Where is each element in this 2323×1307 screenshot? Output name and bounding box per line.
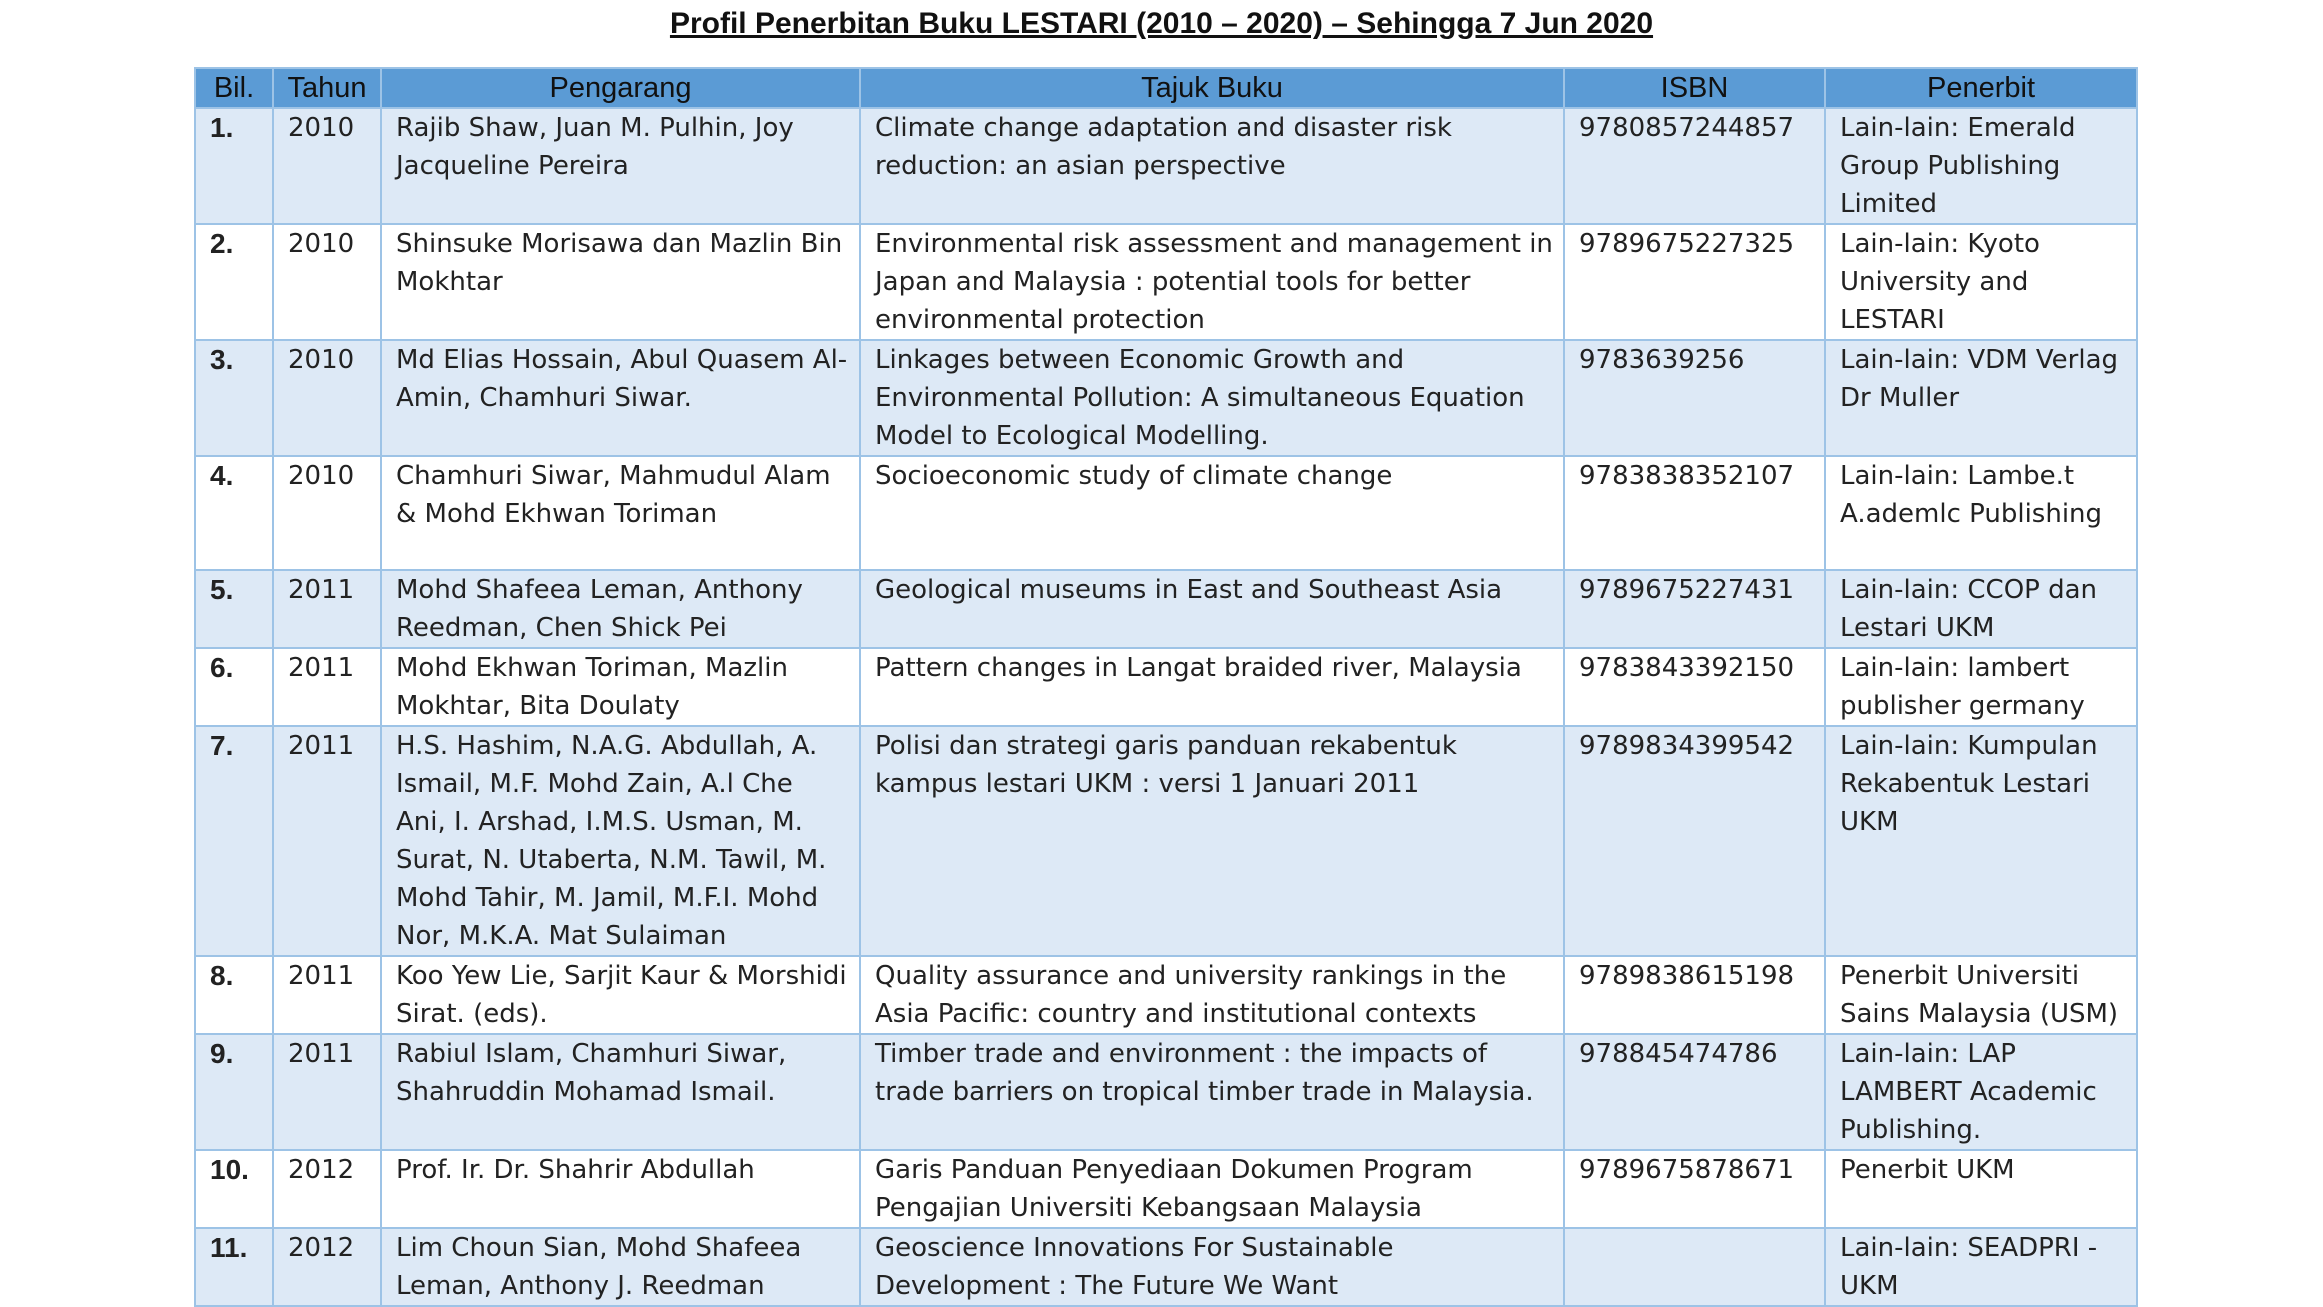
table-header-row <box>195 68 2137 108</box>
cell-tahun: 2010 <box>273 456 381 570</box>
cell-tahun: 2010 <box>273 340 381 456</box>
cell-pengarang: H.S. Hashim, N.A.G. Abdullah, A. Ismail, M.F. Mohd Zain, A.l Che Ani, I. Arshad, I.M.S. Usman, M. Surat, N. Utaberta, N.M. Tawil, M. Mohd Tahir, M. Jamil, M.F.I. Mohd Nor, M.K.A. Mat Sulaiman <box>381 726 860 956</box>
cell-tajuk: Quality assurance and university rankings in the Asia Pacific: country and institutional contexts <box>860 956 1564 1034</box>
cell-tajuk: Pattern changes in Langat braided river, Malaysia <box>860 648 1564 726</box>
cell-isbn: 9789675878671 <box>1564 1150 1825 1228</box>
cell-pengarang: Shinsuke Morisawa dan Mazlin Bin Mokhtar <box>381 224 860 340</box>
cell-isbn: 9789838615198 <box>1564 956 1825 1034</box>
cell-bil: 5. <box>195 570 273 648</box>
cell-penerbit: Lain-lain: lambert publisher germany <box>1825 648 2137 726</box>
page-title: Profil Penerbitan Buku LESTARI (2010 – 2020) – Sehingga 7 Jun 2020 <box>669 7 1654 40</box>
cell-pengarang: Chamhuri Siwar, Mahmudul Alam & Mohd Ekhwan Toriman <box>381 456 860 570</box>
header-pengarang: Pengarang <box>381 68 860 108</box>
cell-tajuk: Polisi dan strategi garis panduan rekabentuk kampus lestari UKM : versi 1 Januari 2011 <box>860 726 1564 956</box>
cell-bil: 1. <box>195 108 273 224</box>
cell-isbn: 9789675227325 <box>1564 224 1825 340</box>
table-row <box>195 648 2137 726</box>
cell-penerbit: Lain-lain: Kumpulan Rekabentuk Lestari UKM <box>1825 726 2137 956</box>
cell-bil: 9. <box>195 1034 273 1150</box>
cell-tahun: 2010 <box>273 224 381 340</box>
table-row <box>195 956 2137 1034</box>
table-row <box>195 224 2137 340</box>
header-tahun: Tahun <box>273 68 381 108</box>
cell-tahun: 2012 <box>273 1228 381 1306</box>
cell-tajuk: Climate change adaptation and disaster risk reduction: an asian perspective <box>860 108 1564 224</box>
cell-isbn: 978845474786 <box>1564 1034 1825 1150</box>
cell-penerbit: Penerbit Universiti Sains Malaysia (USM) <box>1825 956 2137 1034</box>
cell-bil: 8. <box>195 956 273 1034</box>
cell-bil: 3. <box>195 340 273 456</box>
cell-tajuk: Timber trade and environment : the impacts of trade barriers on tropical timber trade in Malaysia. <box>860 1034 1564 1150</box>
cell-tajuk: Geoscience Innovations For Sustainable Development : The Future We Want <box>860 1228 1564 1306</box>
cell-bil: 10. <box>195 1150 273 1228</box>
table-row <box>195 1228 2137 1306</box>
cell-tahun: 2011 <box>273 956 381 1034</box>
cell-tahun: 2011 <box>273 648 381 726</box>
cell-isbn: 9783843392150 <box>1564 648 1825 726</box>
cell-penerbit: Lain-lain: LAP LAMBERT Academic Publishing. <box>1825 1034 2137 1150</box>
cell-bil: 11. <box>195 1228 273 1306</box>
publication-table <box>194 67 2138 1307</box>
cell-pengarang: Mohd Ekhwan Toriman, Mazlin Mokhtar, Bita Doulaty <box>381 648 860 726</box>
cell-penerbit: Lain-lain: Kyoto University and LESTARI <box>1825 224 2137 340</box>
cell-tahun: 2010 <box>273 108 381 224</box>
cell-penerbit: Lain-lain: SEADPRI - UKM <box>1825 1228 2137 1306</box>
table-row <box>195 726 2137 956</box>
table-row <box>195 1150 2137 1228</box>
cell-tahun: 2012 <box>273 1150 381 1228</box>
cell-tahun: 2011 <box>273 570 381 648</box>
cell-pengarang: Rabiul Islam, Chamhuri Siwar, Shahruddin Mohamad Ismail. <box>381 1034 860 1150</box>
table-row <box>195 340 2137 456</box>
cell-tahun: 2011 <box>273 726 381 956</box>
cell-penerbit: Lain-lain: Lambe.t A.ademlc Publishing <box>1825 456 2137 570</box>
cell-penerbit: Lain-lain: Emerald Group Publishing Limited <box>1825 108 2137 224</box>
cell-penerbit: Lain-lain: VDM Verlag Dr Muller <box>1825 340 2137 456</box>
cell-tajuk: Socioeconomic study of climate change <box>860 456 1564 570</box>
cell-tajuk: Garis Panduan Penyediaan Dokumen Program Pengajian Universiti Kebangsaan Malaysia <box>860 1150 1564 1228</box>
table-row <box>195 1034 2137 1150</box>
cell-tahun: 2011 <box>273 1034 381 1150</box>
cell-bil: 4. <box>195 456 273 570</box>
cell-bil: 2. <box>195 224 273 340</box>
header-penerbit: Penerbit <box>1825 68 2137 108</box>
cell-isbn: 9789834399542 <box>1564 726 1825 956</box>
cell-isbn: 9783838352107 <box>1564 456 1825 570</box>
cell-pengarang: Md Elias Hossain, Abul Quasem Al-Amin, Chamhuri Siwar. <box>381 340 860 456</box>
cell-pengarang: Prof. Ir. Dr. Shahrir Abdullah <box>381 1150 860 1228</box>
cell-isbn <box>1564 1228 1825 1306</box>
header-isbn: ISBN <box>1564 68 1825 108</box>
cell-isbn: 9789675227431 <box>1564 570 1825 648</box>
cell-penerbit: Penerbit UKM <box>1825 1150 2137 1228</box>
cell-penerbit: Lain-lain: CCOP dan Lestari UKM <box>1825 570 2137 648</box>
cell-pengarang: Koo Yew Lie, Sarjit Kaur & Morshidi Sirat. (eds). <box>381 956 860 1034</box>
header-bil: Bil. <box>195 68 273 108</box>
table-row <box>195 570 2137 648</box>
table-row <box>195 456 2137 570</box>
cell-tajuk: Geological museums in East and Southeast Asia <box>860 570 1564 648</box>
cell-isbn: 9780857244857 <box>1564 108 1825 224</box>
cell-bil: 6. <box>195 648 273 726</box>
cell-pengarang: Lim Choun Sian, Mohd Shafeea Leman, Anthony J. Reedman <box>381 1228 860 1306</box>
cell-pengarang: Rajib Shaw, Juan M. Pulhin, Joy Jacqueline Pereira <box>381 108 860 224</box>
cell-isbn: 9783639256 <box>1564 340 1825 456</box>
header-tajuk: Tajuk Buku <box>860 68 1564 108</box>
table-row <box>195 108 2137 224</box>
cell-pengarang: Mohd Shafeea Leman, Anthony Reedman, Chen Shick Pei <box>381 570 860 648</box>
cell-tajuk: Linkages between Economic Growth and Environmental Pollution: A simultaneous Equation Model to Ecological Modelling. <box>860 340 1564 456</box>
cell-tajuk: Environmental risk assessment and management in Japan and Malaysia : potential tools for better environmental protection <box>860 224 1564 340</box>
cell-bil: 7. <box>195 726 273 956</box>
